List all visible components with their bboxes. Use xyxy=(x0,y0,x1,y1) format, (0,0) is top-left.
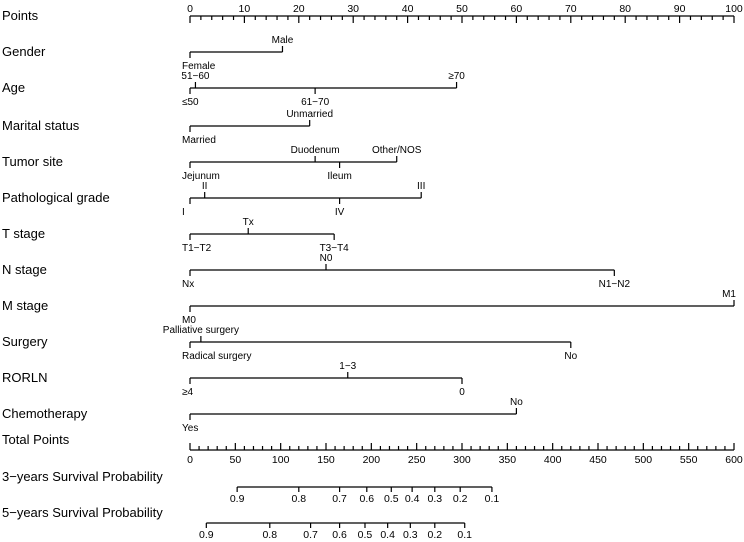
points-axis-tick-label: 0 xyxy=(187,3,193,15)
points-axis-tick-label: 80 xyxy=(619,3,632,15)
level-label-t3-t4: T3−T4 xyxy=(319,243,349,254)
row-chemotherapy xyxy=(2,397,523,434)
total-points-axis xyxy=(2,432,743,466)
points-axis-tick-label: 60 xyxy=(510,3,523,15)
level-label-0: 0 xyxy=(459,387,465,398)
level-label-nx: Nx xyxy=(182,279,195,290)
level-label-1-3: 1−3 xyxy=(339,361,357,372)
level-label-61-70: 61−70 xyxy=(301,97,330,108)
row-surgery xyxy=(2,325,578,362)
probability-tick-label: 0.6 xyxy=(332,529,347,541)
row-m-stage xyxy=(2,289,736,326)
probability-tick-label: 0.9 xyxy=(229,493,245,505)
total-points-tick-label: 350 xyxy=(498,454,517,466)
variable-label: Age xyxy=(2,80,26,95)
variable-label: T stage xyxy=(2,226,46,241)
level-label-palliative-surgery: Palliative surgery xyxy=(162,325,239,336)
variable-label: Tumor site xyxy=(2,154,63,169)
probability-tick-label: 0.8 xyxy=(262,529,278,541)
level-label-other-nos: Other/NOS xyxy=(371,145,422,156)
level-label-m0: M0 xyxy=(182,315,196,326)
probability-tick-label: 0.6 xyxy=(359,493,375,505)
total-points-tick-label: 450 xyxy=(589,454,607,466)
total-points-tick-label: 400 xyxy=(543,454,562,466)
row-marital-status xyxy=(2,109,333,146)
total-points-tick-label: 50 xyxy=(229,454,242,466)
total-points-label: Total Points xyxy=(2,432,70,447)
level-label-m1: M1 xyxy=(722,289,736,300)
level-label-jejunum: Jejunum xyxy=(182,171,220,182)
level-label-no: No xyxy=(510,397,523,408)
points-axis-tick-label: 90 xyxy=(673,3,686,15)
row-age xyxy=(2,71,465,108)
level-label-tx: Tx xyxy=(242,217,254,228)
level-label-i: I xyxy=(182,207,185,218)
variable-label: Pathological grade xyxy=(2,190,110,205)
total-points-tick-label: 0 xyxy=(187,454,193,466)
level-label-ileum: Ileum xyxy=(327,171,352,182)
level-label-duodenum: Duodenum xyxy=(290,145,340,156)
variable-label: Surgery xyxy=(2,334,48,349)
probability-tick-label: 0.9 xyxy=(199,529,214,541)
points-axis-tick-label: 10 xyxy=(238,3,251,15)
level-label-iv: IV xyxy=(334,207,345,218)
variable-label: M stage xyxy=(2,298,49,313)
level-label-yes: Yes xyxy=(182,423,199,434)
probability-axis-label: 3−years Survival Probability xyxy=(2,469,163,484)
points-axis xyxy=(2,3,743,23)
total-points-tick-label: 600 xyxy=(725,454,743,466)
points-axis-tick-label: 30 xyxy=(347,3,360,15)
probability-tick-label: 0.5 xyxy=(357,529,373,541)
level-label-70: ≥70 xyxy=(448,71,465,82)
level-label-female: Female xyxy=(182,61,216,72)
row-gender xyxy=(2,35,294,72)
probability-tick-label: 0.7 xyxy=(332,493,347,505)
probability-tick-label: 0.4 xyxy=(404,493,420,505)
total-points-tick-label: 200 xyxy=(362,454,381,466)
probability-tick-label: 0.4 xyxy=(380,529,395,541)
total-points-tick-label: 300 xyxy=(453,454,471,466)
variable-label: N stage xyxy=(2,262,47,277)
points-axis-tick-label: 20 xyxy=(292,3,305,15)
row-n-stage xyxy=(2,253,630,290)
row-pathological-grade xyxy=(2,181,425,218)
probability-tick-label: 0.7 xyxy=(303,529,318,541)
probability-tick-label: 0.5 xyxy=(383,493,399,505)
variable-label: Marital status xyxy=(2,118,80,133)
variable-label: Chemotherapy xyxy=(2,406,88,421)
level-label-t1-t2: T1−T2 xyxy=(182,243,212,254)
probability-tick-label: 0.8 xyxy=(291,493,307,505)
row-rorln xyxy=(2,361,465,398)
level-label-n0: N0 xyxy=(319,253,333,264)
probability-tick-label: 0.3 xyxy=(427,493,443,505)
total-points-tick-label: 150 xyxy=(317,454,335,466)
total-points-tick-label: 100 xyxy=(271,454,290,466)
variable-label: Gender xyxy=(2,44,46,59)
probability-axis-1 xyxy=(2,469,499,505)
level-label-ii: II xyxy=(201,181,208,192)
level-label-iii: III xyxy=(417,181,426,192)
probability-axis-2 xyxy=(2,505,472,541)
points-axis-tick-label: 40 xyxy=(401,3,414,15)
probability-tick-label: 0.1 xyxy=(457,529,473,541)
level-label-no: No xyxy=(564,351,578,362)
total-points-tick-label: 250 xyxy=(407,454,426,466)
level-label-unmarried: Unmarried xyxy=(286,109,334,120)
probability-tick-label: 0.2 xyxy=(452,493,468,505)
probability-tick-label: 0.3 xyxy=(403,529,418,541)
points-axis-label: Points xyxy=(2,8,39,23)
points-axis-tick-label: 100 xyxy=(725,3,743,15)
total-points-tick-label: 500 xyxy=(634,454,653,466)
level-label-n1-n2: N1−N2 xyxy=(598,279,631,290)
level-label-50: ≤50 xyxy=(182,97,199,108)
level-label-male: Male xyxy=(271,35,294,46)
row-t-stage xyxy=(2,217,349,254)
row-tumor-site xyxy=(2,145,422,182)
level-label-married: Married xyxy=(182,135,216,146)
level-label-radical-surgery: Radical surgery xyxy=(182,351,252,362)
points-axis-tick-label: 50 xyxy=(456,3,468,15)
level-label-51-60: 51−60 xyxy=(181,71,210,82)
probability-tick-label: 0.2 xyxy=(427,529,443,541)
points-axis-tick-label: 70 xyxy=(564,3,577,15)
nomogram-marks xyxy=(2,3,743,541)
variable-label: RORLN xyxy=(2,370,48,385)
probability-axis-label: 5−years Survival Probability xyxy=(2,505,163,520)
probability-tick-label: 0.1 xyxy=(484,493,500,505)
total-points-tick-label: 550 xyxy=(679,454,698,466)
level-label-4: ≥4 xyxy=(182,387,194,398)
